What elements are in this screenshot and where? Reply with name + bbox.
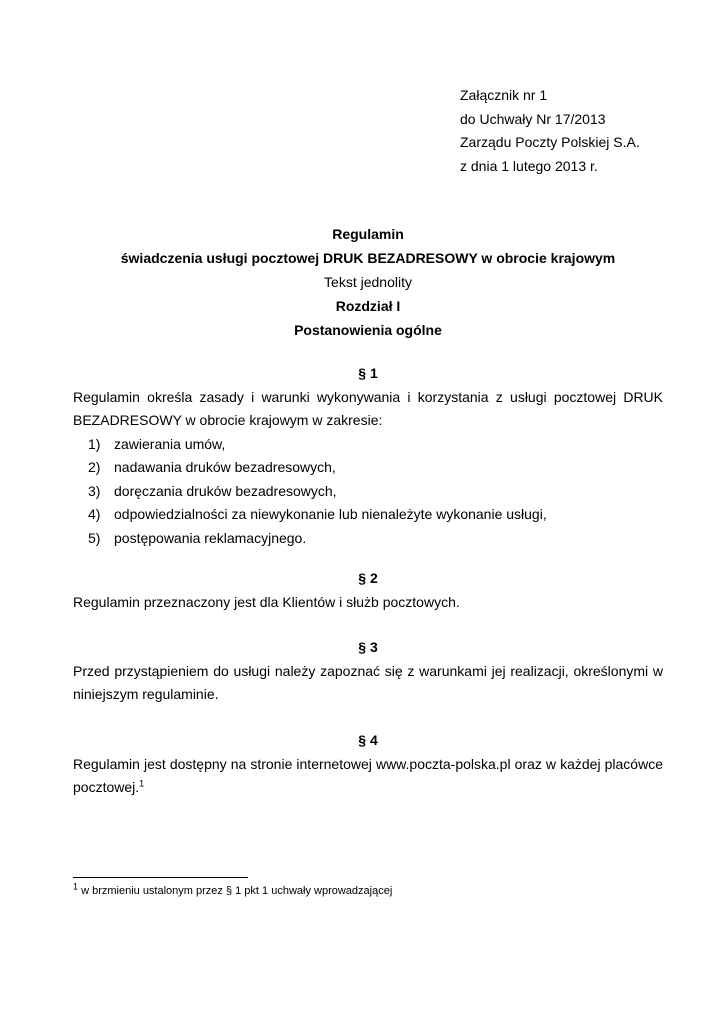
list-item xyxy=(73,527,663,551)
list-item-text: odpowiedzialności za niewykonanie lub nienależyte wykonanie usługi, xyxy=(114,506,547,522)
section-1 xyxy=(73,362,663,550)
list-item-number: 2) xyxy=(88,459,101,475)
chapter-title: Postanowienia ogólne xyxy=(294,322,442,338)
list-item xyxy=(73,503,663,527)
footnote-marker: 1 xyxy=(73,881,79,892)
list-item-text: doręczania druków bezadresowych, xyxy=(114,482,337,499)
section-3-text-line1: Przed przystąpieniem do usługi należy zapoznać się z warunkami jej realizacji, określonymi w xyxy=(73,662,663,679)
section-4-heading: § 4 xyxy=(358,732,378,748)
consolidated-text-label: Tekst jednolity xyxy=(324,274,412,290)
annex-header xyxy=(460,84,640,178)
list-item xyxy=(73,456,663,480)
list-item-text: nadawania druków bezadresowych, xyxy=(114,459,336,475)
section-1-list xyxy=(73,433,663,551)
document-title: Regulamin xyxy=(332,226,404,242)
footnote-text: w brzmieniu ustalonym przez § 1 pkt 1 uchwały wprowadzającej xyxy=(78,885,393,897)
footnote-separator xyxy=(73,877,248,878)
annex-resolution: do Uchwały Nr 17/2013 xyxy=(460,110,606,127)
list-item-number: 4) xyxy=(88,506,101,522)
section-4-text-line2 xyxy=(73,776,663,800)
annex-number: Załącznik nr 1 xyxy=(460,87,548,103)
annex-date: z dnia 1 lutego 2013 r. xyxy=(460,157,598,174)
section-2-text: Regulamin przeznaczony jest dla Klientów i służb pocztowych. xyxy=(73,593,460,610)
list-item-text: zawierania umów, xyxy=(114,435,226,452)
section-4-text-end: pocztowej. xyxy=(73,779,140,795)
section-1-text-line1: Regulamin określa zasady i warunki wykonywania i korzystania z usługi pocztowej DRUK xyxy=(73,388,663,405)
document-subtitle: świadczenia usługi pocztowej DRUK BEZADRESOWY w obrocie krajowym xyxy=(120,250,616,266)
section-1-text-line2: BEZADRESOWY w obrocie krajowym w zakresie: xyxy=(73,412,383,428)
section-2-heading: § 2 xyxy=(358,570,378,586)
list-item-number: 5) xyxy=(88,529,101,546)
list-item-number: 1) xyxy=(88,435,101,452)
section-1-heading: § 1 xyxy=(358,365,378,381)
section-2 xyxy=(73,567,663,614)
section-3-text-line2: niniejszym regulaminie. xyxy=(73,686,219,702)
annex-board: Zarządu Poczty Polskiej S.A. xyxy=(460,134,640,150)
section-4 xyxy=(73,729,663,800)
section-3 xyxy=(73,636,663,707)
title-block xyxy=(73,222,663,342)
section-3-heading: § 3 xyxy=(358,639,378,655)
list-item-text: postępowania reklamacyjnego. xyxy=(114,529,307,546)
section-4-text-line1: Regulamin jest dostępny na stronie internetowej www.poczta-polska.pl oraz w każdej placówce xyxy=(73,755,663,772)
list-item-number: 3) xyxy=(88,482,101,499)
footnote-reference[interactable]: 1 xyxy=(139,778,145,789)
chapter-number: Rozdział I xyxy=(335,298,401,314)
list-item xyxy=(73,480,663,504)
footnote xyxy=(73,883,392,899)
list-item xyxy=(73,433,663,457)
